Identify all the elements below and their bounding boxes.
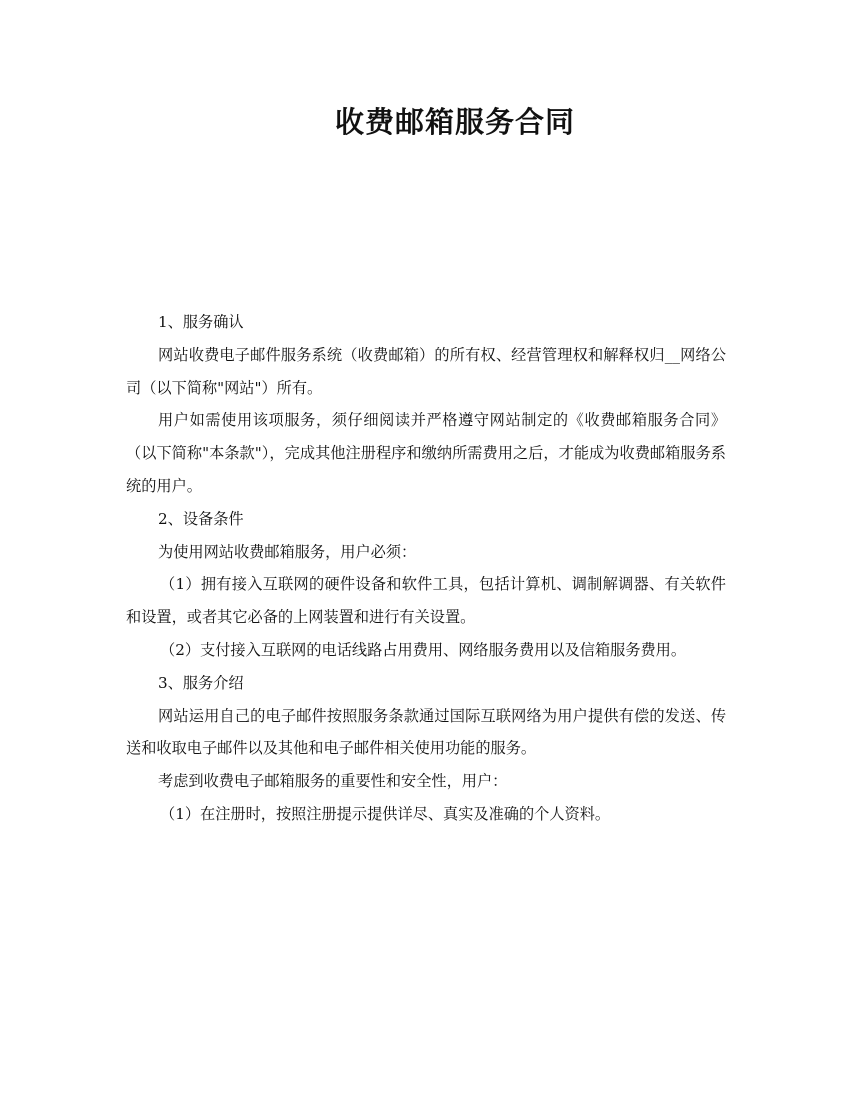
document-body: [126, 306, 726, 831]
section-heading-service-confirmation: 1、服务确认: [158, 313, 244, 331]
document-title: 收费邮箱服务合同: [334, 105, 575, 139]
paragraph-service-description: 网站运用自己的电子邮件按照服务条款通过国际互联网络为用户提供有偿的发送、传送和收取电子邮件以及其他和电子邮件相关使用功能的服务。: [126, 706, 726, 758]
paragraph-ownership: 网站收费电子邮件服务系统（收费邮箱）的所有权、经营管理权和解释权归__网络公司（以下简称"网站"）所有。: [126, 345, 726, 397]
list-item-hardware: （1）拥有接入互联网的硬件设备和软件工具，包括计算机、调制解调器、有关软件和设置，或者其它必备的上网装置和进行有关设置。: [126, 575, 726, 627]
section-heading-equipment: 2、设备条件: [158, 509, 244, 528]
paragraph-user-agreement: 用户如需使用该项服务，须仔细阅读并严格遵守网站制定的《收费邮箱服务合同》（以下简称"本条款"），完成其他注册程序和缴纳所需费用之后，才能成为收费邮箱服务系统的用户。: [126, 411, 726, 495]
list-item-registration: （1）在注册时，按照注册提示提供详尽、真实及准确的个人资料。: [160, 804, 611, 823]
paragraph-user-requirements: 为使用网站收费邮箱服务，用户必须：: [158, 542, 417, 561]
list-item-fees: （2）支付接入互联网的电话线路占用费用、网络服务费用以及信箱服务费用。: [160, 640, 687, 659]
paragraph-security-note: 考虑到收费电子邮箱服务的重要性和安全性，用户：: [158, 772, 508, 791]
section-heading-service-intro: 3、服务介绍: [158, 673, 244, 692]
